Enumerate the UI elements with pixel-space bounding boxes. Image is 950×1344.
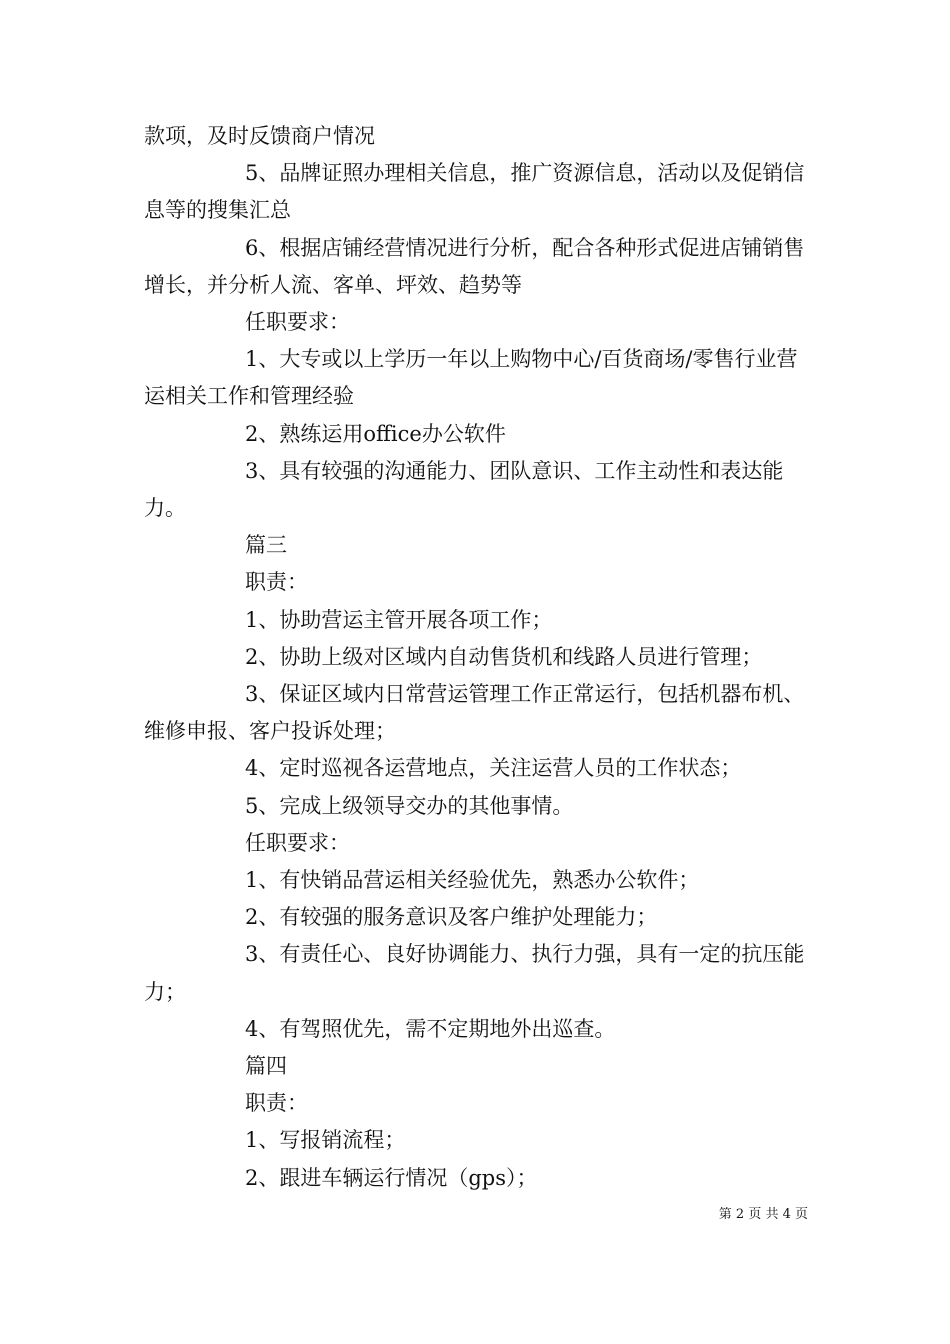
- section-heading: 篇四: [245, 1054, 287, 1079]
- page-number-footer: 第 2 页 共 4 页: [718, 1207, 808, 1222]
- paragraph: 2、跟进车辆运行情况（gps）；: [245, 1165, 538, 1190]
- paragraph: 2、协助上级对区域内自动售货机和线路人员进行管理；: [245, 644, 763, 669]
- paragraph: 1、大专或以上学历一年以上购物中心/百货商场/零售行业营运相关工作和管理经验: [144, 347, 798, 409]
- paragraph: 3、保证区域内日常营运管理工作正常运行，包括机器布机、维修申报、客户投诉处理；: [144, 682, 805, 744]
- section-heading: 职责：: [245, 570, 308, 595]
- paragraph: 2、有较强的服务意识及客户维护处理能力；: [245, 905, 658, 930]
- paragraph: 6、根据店铺经营情况进行分析，配合各种形式促进店铺销售增长，并分析人流、客单、坪效、趋势等: [144, 235, 805, 297]
- document-body: [144, 118, 808, 1197]
- paragraph: 3、具有较强的沟通能力、团队意识、工作主动性和表达能力。: [144, 458, 784, 521]
- paragraph: 1、协助营运主管开展各项工作；: [245, 607, 553, 632]
- section-heading: 任职要求：: [245, 830, 350, 855]
- paragraph: 5、品牌证照办理相关信息，推广资源信息，活动以及促销信息等的搜集汇总: [144, 161, 805, 223]
- paragraph: 1、写报销流程；: [245, 1128, 406, 1153]
- paragraph: 4、定时巡视各运营地点，关注运营人员的工作状态；: [245, 756, 742, 781]
- paragraph: 3、有责任心、良好协调能力、执行力强，具有一定的抗压能力；: [144, 942, 805, 1004]
- paragraph: 款项，及时反馈商户情况: [144, 124, 375, 148]
- paragraph: 4、有驾照优先，需不定期地外出巡查。: [245, 1016, 616, 1041]
- section-heading: 任职要求：: [245, 310, 350, 335]
- paragraph: 2、熟练运用office办公软件: [245, 421, 506, 446]
- section-heading: 篇三: [245, 533, 287, 558]
- paragraph: 1、有快销品营运相关经验优先，熟悉办公软件；: [245, 868, 700, 893]
- section-heading: 职责：: [245, 1091, 308, 1116]
- paragraph: 5、完成上级领导交办的其他事情。: [245, 793, 574, 818]
